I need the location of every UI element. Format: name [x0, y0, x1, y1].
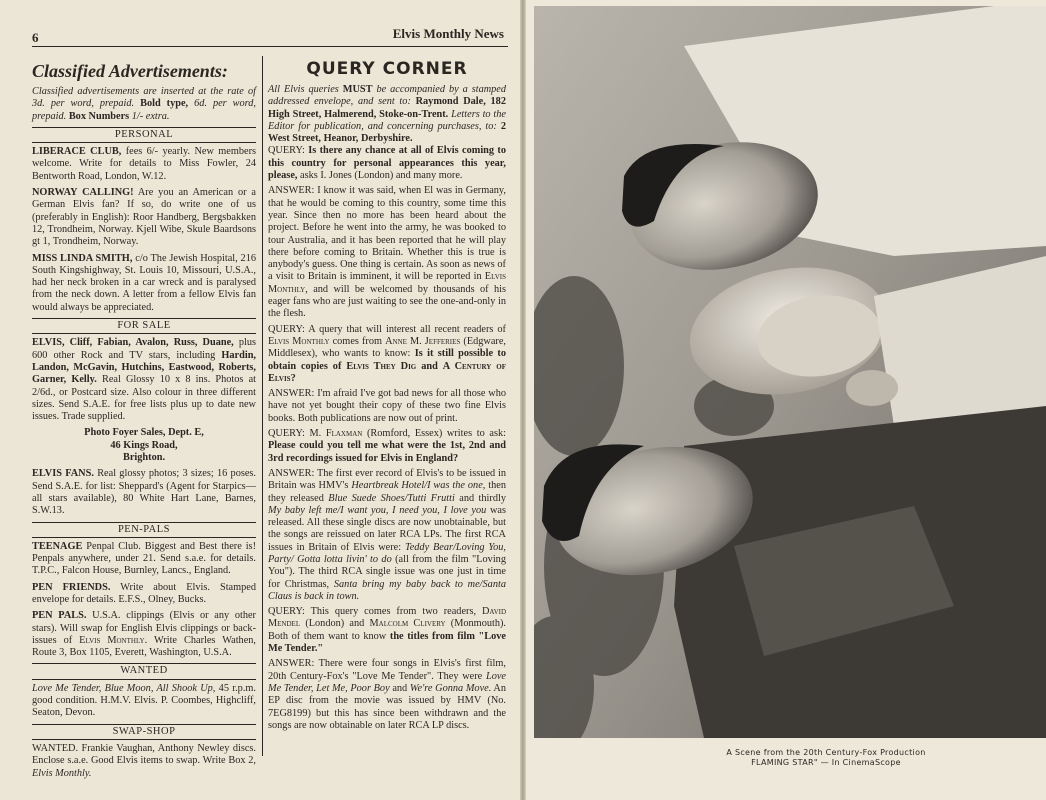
page-number: 6	[32, 30, 39, 45]
classifieds-intro: Classified advertisements are inserted at the rate of 3d. per word, prepaid. Bold type, 6d. per word, prepaid. Box Numbers 1/- extra.	[32, 86, 257, 122]
ad-pen-pals: PEN PALS. U.S.A. clippings (Elvis or any other stars). Will swap for English Elvis clippings or back-issues of Elvis Monthly. Write Charles Wathen, Route 3, Box 1105, Everett, Washington, U.S.A.	[32, 610, 256, 659]
query-2: QUERY: A query that will interest all recent readers of Elvis Monthly comes from Anne M. Jefferies (Edgware, Middlesex), who wants to know: Is it still possible to obtain copies of Elvis They Dig and A Century of Elvis?	[268, 323, 507, 384]
answer-2: ANSWER: I'm afraid I've got bad news for all those who have not yet bought their copy of these two fine Elvis books. Both publications are now out of print.	[268, 388, 506, 424]
answer-3: ANSWER: The first ever record of Elvis's to be issued in Britain was HMV's Heartbreak Hotel/I was the one, then they released Blue Suede Shoes/Tutti Frutti and thirdly My baby left me/I want you, I need you, I love you was released. All these single discs are now unobtainable, but the songs are reissued on later RCA LPs. The first RCA issues in Britain of Elvis were: Teddy Bear/Loving You, Party/ Gotta lotta livin' to do (all from the film "Loving You"). The third RCA single issue was one just in time for Christmas, Santa bring my baby back to me/Santa Claus is back in town.	[268, 467, 507, 602]
query-1: QUERY: Is there any chance at all of Elvis coming to this country for personal appearances this year, please, asks I. Jones (London) and many more.	[268, 145, 507, 182]
ad-pen-friends: PEN FRIENDS. Write about Elvis. Stamped envelope for details. E.F.S., Olney, Bucks.	[32, 581, 257, 605]
ad-teenage-penpal: TEENAGE Penpal Club. Biggest and Best there is! Penpals anywhere, under 21. Send s.a.e. for details. T.P.C., Falcon House, Burnley, Lancs., England.	[32, 540, 256, 577]
query-corner-intro: All Elvis queries MUST be accompanied by a stamped addressed envelope, and sent to: Raymond Dale, 182 High Street, Halmerend, Stoke-on-Trent. Letters to the Editor for publication, and concerning purchases, to: 2 West Street, Heanor, Derbyshire.	[268, 84, 507, 145]
query-4: QUERY: This query comes from two readers, David Mendel (London) and Malcolm Clivery (Monmouth). Both of them want to know the titles from film "Love Me Tender."	[268, 606, 507, 655]
right-page	[526, 0, 1046, 800]
ad-wanted-records: Love Me Tender, Blue Moon, All Shook Up, 45 r.p.m. good condition. H.M.V. Elvis. P. Coombes, Highcliff, Seaton, Devon.	[32, 682, 256, 719]
section-heading-pen-pals: PEN-PALS	[32, 522, 256, 538]
running-head: Elvis Monthly News	[392, 26, 504, 41]
ad-photo-foyer: ELVIS, Cliff, Fabian, Avalon, Russ, Duane, plus 600 other Rock and TV stars, including Hardin, Landon, McGavin, Hutchins, Eastwood, Roberts, Garner, Kelly. Real Glossy 10 x 8 ins. Photos at 2/6d., or Postcard size. Also colour in three different sizes. Send S.A.E. for free lists plus up to date new issues. Trade supplied.	[32, 337, 256, 423]
ad-liberace-club: LIBERACE CLUB, fees 6/- yearly. New members welcome. Write for details to Miss Fowler, 24 Bentworth Road, London, W.12.	[32, 146, 257, 182]
section-heading-wanted: WANTED	[32, 663, 256, 679]
left-page	[0, 0, 522, 800]
classifieds-column	[32, 56, 256, 784]
photo-foyer-address: Photo Foyer Sales, Dept. E, 46 Kings Road, Brighton.	[84, 427, 204, 464]
section-heading-swap-shop: SWAP-SHOP	[32, 724, 256, 740]
ad-norway-calling: NORWAY CALLING! Are you an American or a German Elvis fan? If so, do write one of us (preferably in English): Roor Handberg, Bergsbakken 12, Trondheim, Norway. Kjell Wibe, Skule Baardsons gt 1, Trondheim, Norway.	[32, 187, 256, 248]
query-corner-column	[268, 56, 506, 735]
query-corner-title: QUERY CORNER	[306, 59, 468, 79]
ad-elvis-fans: ELVIS FANS. Real glossy photos; 3 sizes; 16 poses. Send S.A.E. for list: Sheppard's (Agent for Starpics—all stars available), 80 White Hart Lane, Barnes, S.W.13.	[32, 468, 257, 517]
column-divider	[262, 56, 263, 756]
photo-caption: A Scene from the 20th Century-Fox Production FLAMING STAR" — In CinemaScope	[726, 748, 926, 767]
header-rule	[32, 46, 508, 47]
section-heading-for-sale: FOR SALE	[32, 318, 256, 334]
photo-illustration	[534, 6, 1046, 738]
query-3: QUERY: M. Flaxman (Romford, Essex) writes to ask: Please could you tell me what were the 1st, 2nd and 3rd recordings issued for Elvis in England?	[268, 428, 506, 464]
classifieds-title: Classified Advertisements:	[32, 61, 228, 81]
ad-swap-shop: WANTED. Frankie Vaughan, Anthony Newley discs. Enclose s.a.e. Good Elvis items to swap. Write Box 2, Elvis Monthly.	[32, 742, 256, 779]
film-still-photo	[534, 6, 1046, 738]
answer-4: ANSWER: There were four songs in Elvis's first film, 20th Century-Fox's "Love Me Tender". They were Love Me Tender, Let Me, Poor Boy and We're Gonna Move. An EP disc from the movie was issued by HMV (No. 7EG8199) but this has since been withdrawn and the songs are now obtainable on later RCA LP discs.	[268, 658, 506, 731]
ad-linda-smith: MISS LINDA SMITH, c/o The Jewish Hospital, 216 South Kingshighway, St. Louis 10, Missouri, U.S.A., had her neck broken in a car wreck and is paralysed from the neck down. A letter from a fellow Elvis fan would always be appreciated.	[32, 252, 256, 313]
section-heading-personal: PERSONAL	[32, 127, 256, 143]
answer-1: ANSWER: I know it was said, when El was in Germany, that he would be coming to this country, some time this year. Since then no more has been heard about the project. Before he went into the army, he was booked to tour Australia, and it has been reported that he will play there before coming to Britain. Whether this is true is anybody's guess. One thing is certain. As soon as news of a visit to Britain is imminent, it will be reported in Elvis Monthly, and will be welcomed by thousands of his eager fans who are just waiting to see the one-and-only in the flesh.	[268, 185, 506, 320]
